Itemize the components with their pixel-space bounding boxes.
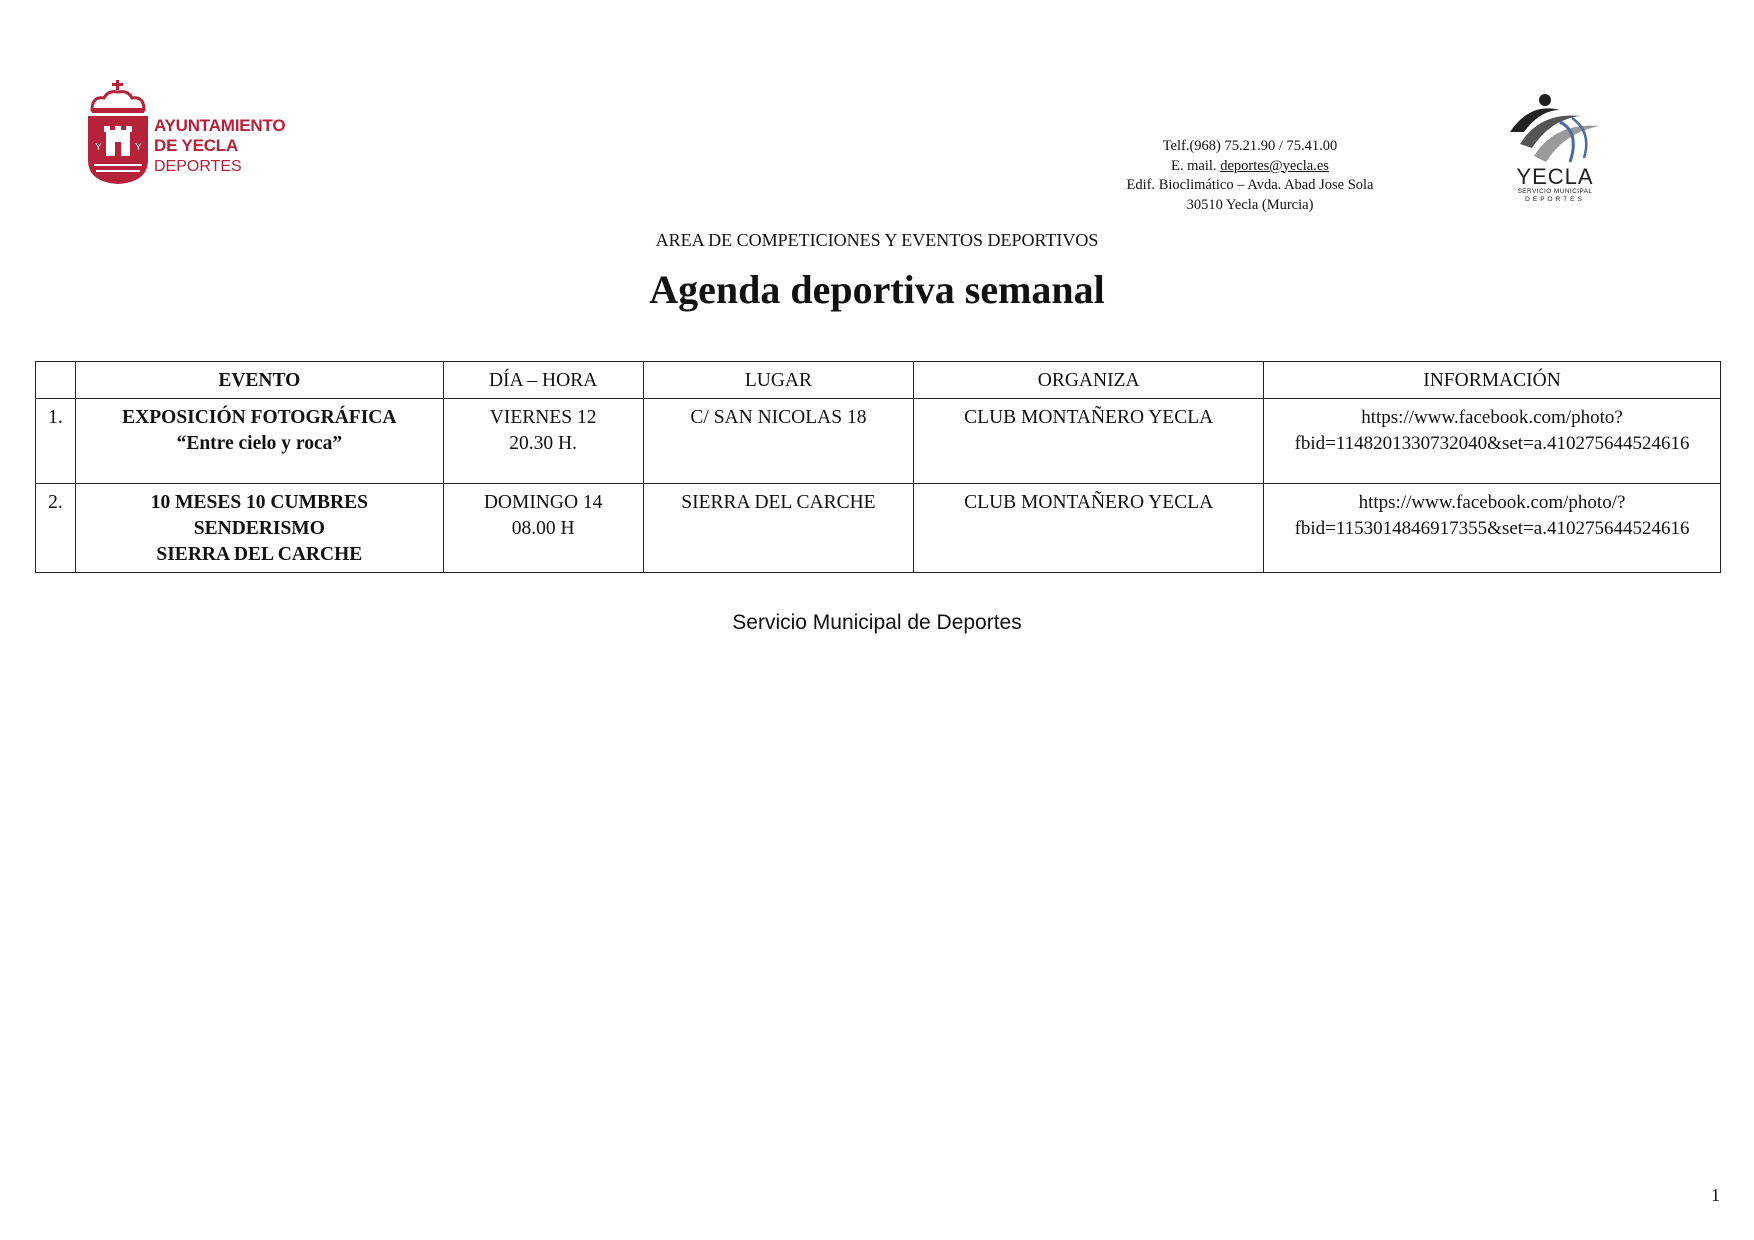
event-place: SIERRA DEL CARCHE [156,544,363,565]
organizer-cell: CLUB MONTAÑERO YECLA [914,399,1264,484]
event-day: DOMINGO 14 [483,492,603,513]
row-number: 2. [36,484,76,573]
event-subtitle: “Entre cielo y roca” [176,433,343,454]
header-number [36,362,76,399]
table-row [36,484,1721,573]
contact-email-prefix: E. mail. [1171,157,1217,174]
area-heading: AREA DE COMPETICIONES Y EVENTOS DEPORTIVOS [655,230,1099,250]
logo-line-3: DEPORTES [154,158,242,175]
table-header-row [36,362,1721,399]
event-type: SENDERISMO [193,518,325,539]
coat-of-arms-icon [86,80,150,186]
header-dia-hora: DÍA – HORA [443,362,643,399]
location-cell: C/ SAN NICOLAS 18 [643,399,914,484]
contact-block [1090,137,1410,215]
location-cell: SIERRA DEL CARCHE [643,484,914,573]
page-title: Agenda deportiva semanal [649,267,1105,312]
yecla-wordmark: YECLA [1516,164,1594,189]
date-time-cell [443,484,643,573]
event-time: 08.00 H [511,518,575,539]
info-link[interactable] [1264,399,1721,484]
info-url-line-1[interactable]: https://www.facebook.com/photo/? [1358,492,1626,513]
logo-line-1: AYUNTAMIENTO [154,116,286,135]
contact-email-row [1090,157,1410,177]
info-url-line-2[interactable]: fbid=1153014846917355&set=a.410275644524616 [1294,518,1690,539]
event-day: VIERNES 12 [489,407,597,428]
event-cell [75,399,443,484]
logo-subtitle-1: SERVICIO MUNICIPAL [1517,188,1593,195]
header-organiza: ORGANIZA [914,362,1264,399]
event-cell [75,484,443,573]
info-url-line-1[interactable]: https://www.facebook.com/photo? [1361,407,1623,428]
contact-city: 30510 Yecla (Murcia) [1186,196,1314,213]
event-name: 10 MESES 10 CUMBRES [150,492,368,513]
row-number: 1. [36,399,76,484]
agenda-table [35,361,1721,573]
event-name: EXPOSICIÓN FOTOGRÁFICA [122,407,397,428]
page-number: 1 [1711,1185,1720,1205]
logo-subtitle-2: DEPORTES [1525,196,1585,203]
event-time: 20.30 H. [509,433,577,454]
info-link[interactable] [1264,484,1721,573]
deportes-logo [1500,92,1610,212]
header-informacion: INFORMACIÓN [1264,362,1721,399]
date-time-cell [443,399,643,484]
table-row [36,399,1721,484]
contact-phone: Telf.(968) 75.21.90 / 75.41.00 [1162,138,1338,154]
info-url-line-2[interactable]: fbid=1148201330732040&set=a.410275644524616 [1294,433,1690,454]
runner-emblem-icon [1500,92,1610,172]
svg-text:Y: Y [95,142,102,153]
contact-email-link[interactable]: deportes@yecla.es [1220,157,1329,174]
logo-line-2: DE YECLA [154,136,239,155]
footer-text: Servicio Municipal de Deportes [732,611,1022,634]
header-lugar: LUGAR [643,362,914,399]
organizer-cell: CLUB MONTAÑERO YECLA [914,484,1264,573]
header-evento: EVENTO [75,362,443,399]
svg-text:Y: Y [135,142,142,153]
ayuntamiento-logo [86,80,306,190]
contact-address: Edif. Bioclimático – Avda. Abad Jose Sola [1126,177,1374,193]
